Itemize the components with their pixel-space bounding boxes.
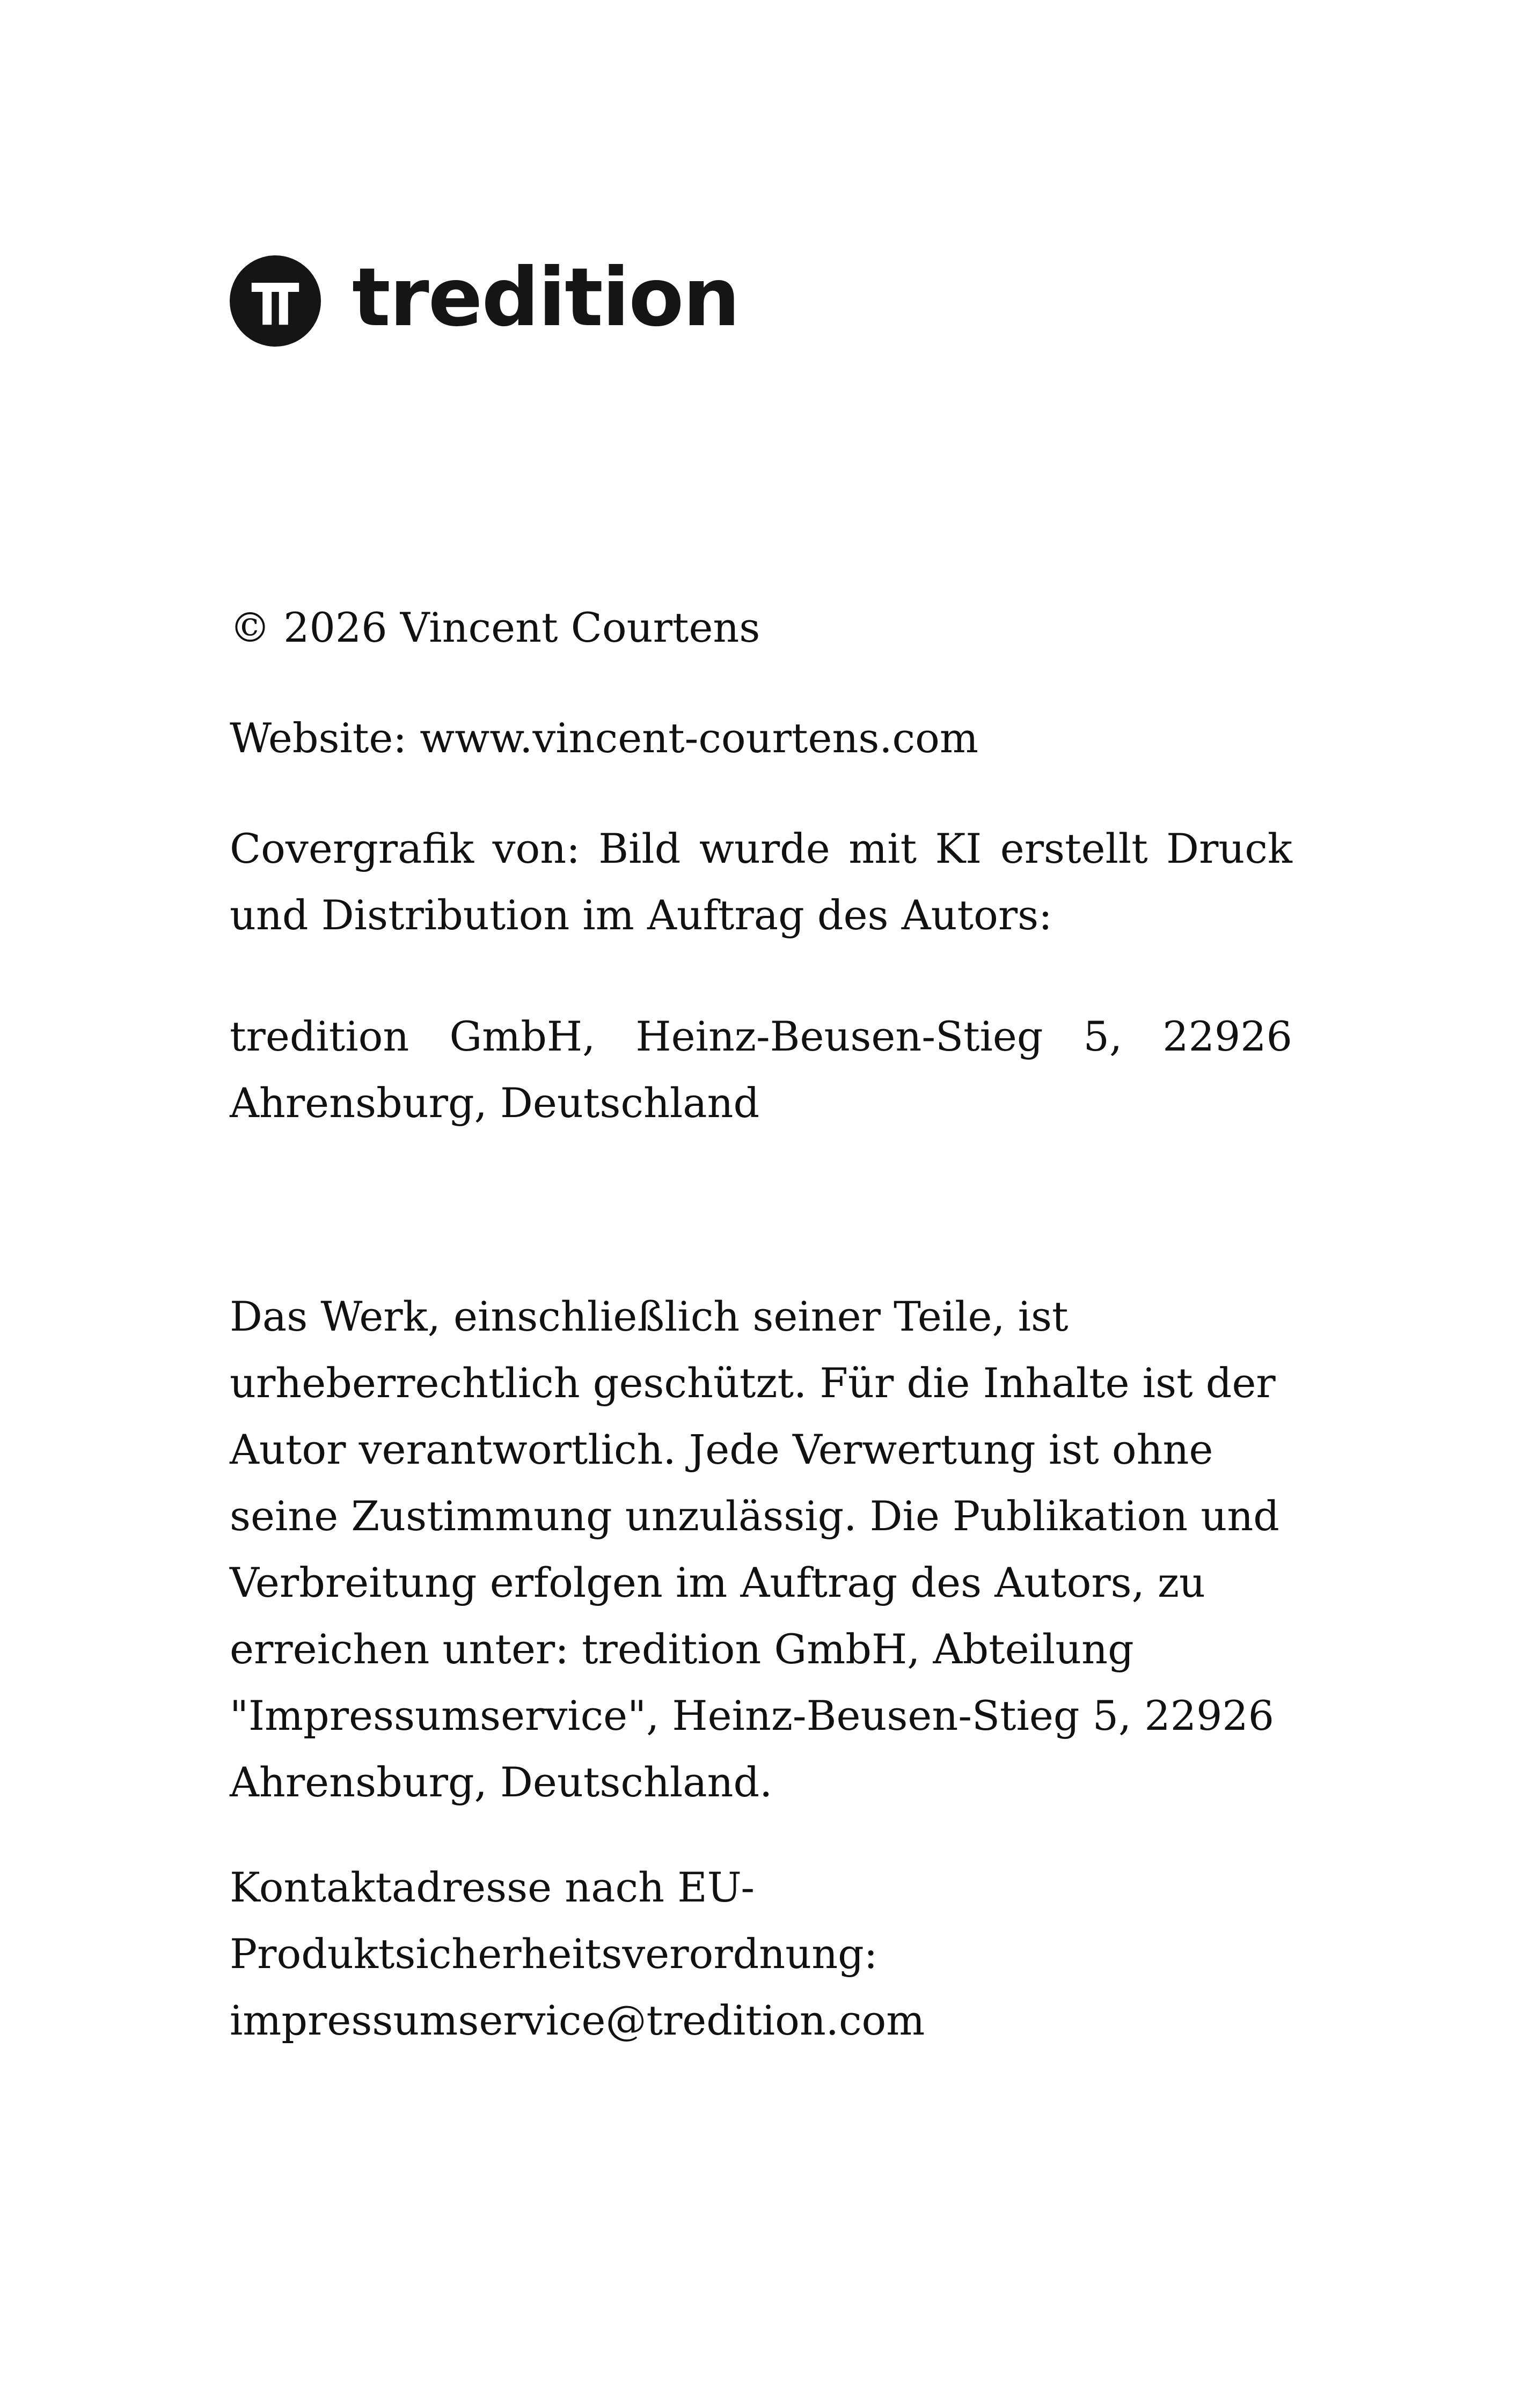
publisher-logo xyxy=(230,251,740,347)
cover-credit-paragraph: Covergrafik von: Bild wurde mit KI erstellt Druck und Distribution im Auftrag des Autors: xyxy=(230,825,1292,939)
publisher-wordmark: tredition xyxy=(352,251,740,344)
website-line: Website: www.vincent-courtens.com xyxy=(230,714,978,762)
contact-block xyxy=(230,1854,1292,2054)
tredition-logo-icon xyxy=(230,255,321,347)
printer-address-paragraph: tredition GmbH, Heinz-Beusen-Stieg 5, 22926 Ahrensburg, Deutschland xyxy=(230,1012,1292,1127)
contact-email: impressumservice@tredition.com xyxy=(230,1996,925,2044)
contact-label: Kontaktadresse nach EU-Produktsicherheitsverordnung: xyxy=(230,1863,878,1978)
legal-notice-paragraph: Das Werk, einschließlich seiner Teile, ist urheberrechtlich geschützt. Für die Inhalte ist der Autor verantwortlich. Jede Verwertung ist ohne seine Zustimmung unzulässig. Die Publikation und Verbreitung erfolgen im Auftrag des Autors, zu erreichen unter: tredition GmbH, Abteilung "Impressumservice", Heinz-Beusen-Stieg 5, 22926 Ahrensburg, Deutschland. xyxy=(230,1293,1279,1806)
copyright-line: © 2026 Vincent Courtens xyxy=(230,604,760,651)
